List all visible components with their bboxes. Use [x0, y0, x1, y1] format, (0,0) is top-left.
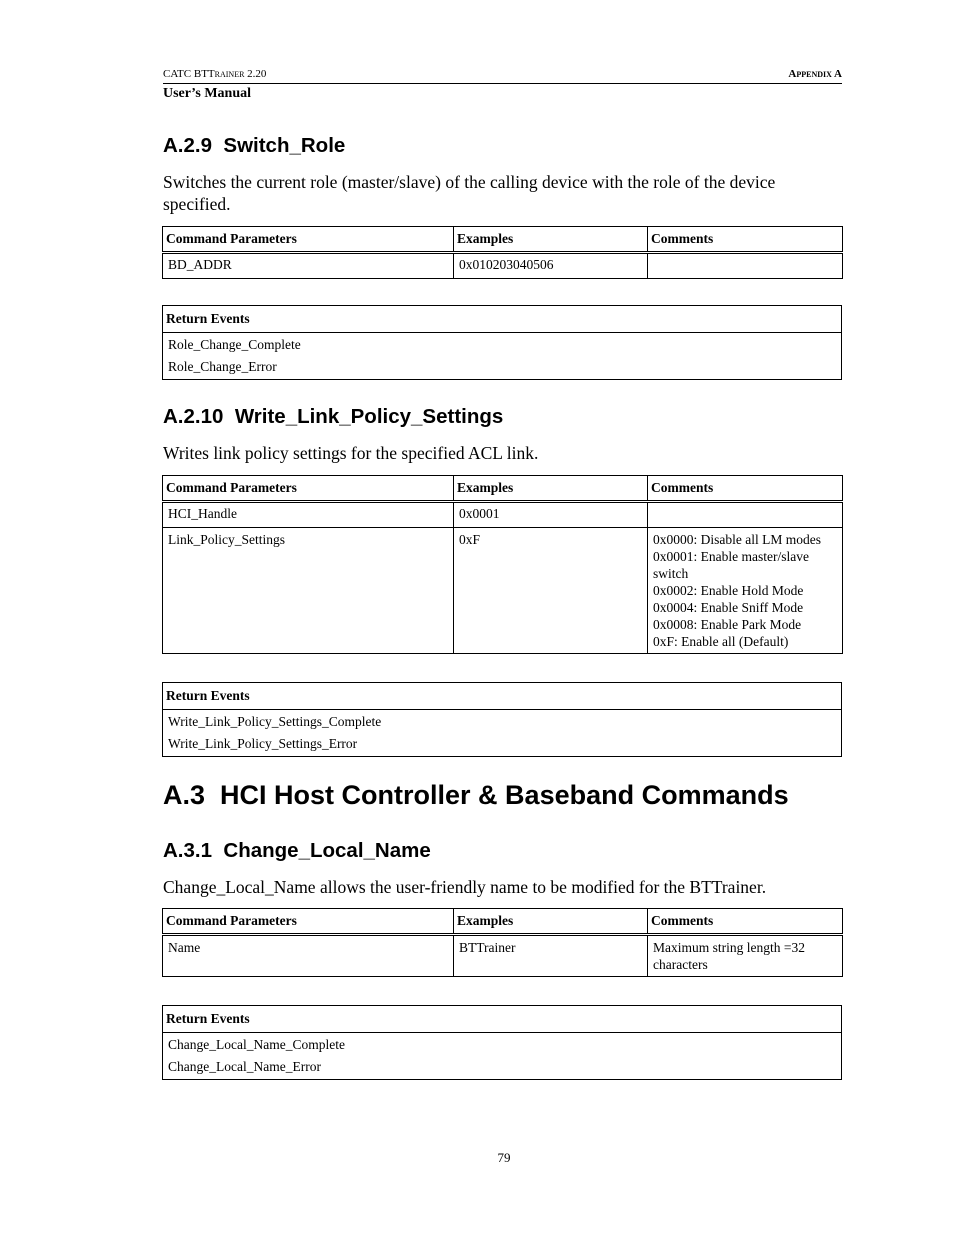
comment-cell [648, 253, 843, 279]
section-heading-write-link-policy [163, 405, 503, 429]
example-cell: 0x010203040506 [454, 253, 648, 279]
column-header: Comments [648, 909, 843, 935]
column-header: Return Events [163, 306, 842, 333]
column-header: Return Events [163, 683, 842, 710]
return-events-table [162, 1005, 842, 1080]
running-header [163, 67, 842, 84]
section-heading-switch-role [163, 134, 345, 158]
section-description: Switches the current role (master/slave) of the calling device with the role of the device specified. [163, 172, 776, 214]
comment-line: 0xF: Enable all (Default) [653, 634, 789, 649]
event-cell: Role_Change_Complete [163, 333, 842, 356]
table-row [163, 528, 843, 654]
column-header: Examples [454, 909, 648, 935]
comment-line: 0x0008: Enable Park Mode [653, 617, 802, 632]
command-parameters-table [162, 475, 843, 654]
comment-line: switch [653, 566, 689, 581]
section-title: HCI Host Controller & Baseband Commands [220, 780, 789, 810]
comment-line: 0x0002: Enable Hold Mode [653, 583, 804, 598]
column-header: Examples [454, 476, 648, 502]
chapter-heading-hci-host-controller [163, 780, 789, 811]
comment-line: characters [653, 957, 708, 972]
return-events-table [162, 305, 842, 380]
example-cell: 0xF [454, 528, 648, 654]
section-title: Change_Local_Name [223, 839, 431, 862]
comment-line: 0x0001: Enable master/slave [653, 549, 809, 564]
comment-line: 0x0004: Enable Sniff Mode [653, 600, 804, 615]
event-cell: Change_Local_Name_Error [163, 1055, 842, 1080]
table-row [163, 732, 842, 757]
table-row [163, 1033, 842, 1056]
parameter-cell: Name [163, 935, 454, 977]
event-cell: Role_Change_Error [163, 355, 842, 380]
example-cell: BTTrainer [454, 935, 648, 977]
table-row [163, 333, 842, 356]
parameter-cell: BD_ADDR [163, 253, 454, 279]
example-cell: 0x0001 [454, 502, 648, 528]
column-header: Comments [648, 227, 843, 253]
comment-line: 0x0000: Disable all LM modes [653, 532, 821, 547]
comment-cell [648, 502, 843, 528]
section-number: A.2.10 [163, 405, 224, 428]
comment-cell [648, 528, 843, 654]
section-title: Switch_Role [223, 134, 346, 157]
table-row [163, 935, 843, 977]
column-header: Command Parameters [163, 227, 454, 253]
manual-title: User’s Manual [163, 86, 252, 101]
column-header: Command Parameters [163, 909, 454, 935]
parameter-cell: HCI_Handle [163, 502, 454, 528]
command-parameters-table [162, 908, 843, 977]
command-parameters-table [162, 226, 843, 279]
section-number: A.3.1 [163, 839, 212, 862]
return-events-table [162, 682, 842, 757]
section-number: A.2.9 [163, 134, 212, 157]
table-row [163, 253, 843, 279]
section-description: Writes link policy settings for the specified ACL link. [163, 443, 539, 463]
section-title: Write_Link_Policy_Settings [234, 405, 504, 428]
comment-cell [648, 935, 843, 977]
event-cell: Change_Local_Name_Complete [163, 1033, 842, 1056]
section-heading-change-local-name [163, 839, 431, 863]
product-name: CATC BTTrainer 2.20 [163, 68, 267, 80]
column-header: Return Events [163, 1006, 842, 1033]
table-row [163, 1055, 842, 1080]
column-header: Comments [648, 476, 843, 502]
page-number: 79 [497, 1150, 511, 1165]
section-number: A.3 [163, 780, 206, 810]
column-header: Examples [454, 227, 648, 253]
appendix-label: Appendix A [788, 68, 842, 80]
event-cell: Write_Link_Policy_Settings_Error [163, 732, 842, 757]
comment-line: Maximum string length =32 [653, 940, 805, 955]
column-header: Command Parameters [163, 476, 454, 502]
table-row [163, 710, 842, 733]
event-cell: Write_Link_Policy_Settings_Complete [163, 710, 842, 733]
table-row [163, 355, 842, 380]
section-description: Change_Local_Name allows the user-friendly name to be modified for the BTTrainer. [163, 877, 767, 897]
parameter-cell: Link_Policy_Settings [163, 528, 454, 654]
table-row [163, 502, 843, 528]
